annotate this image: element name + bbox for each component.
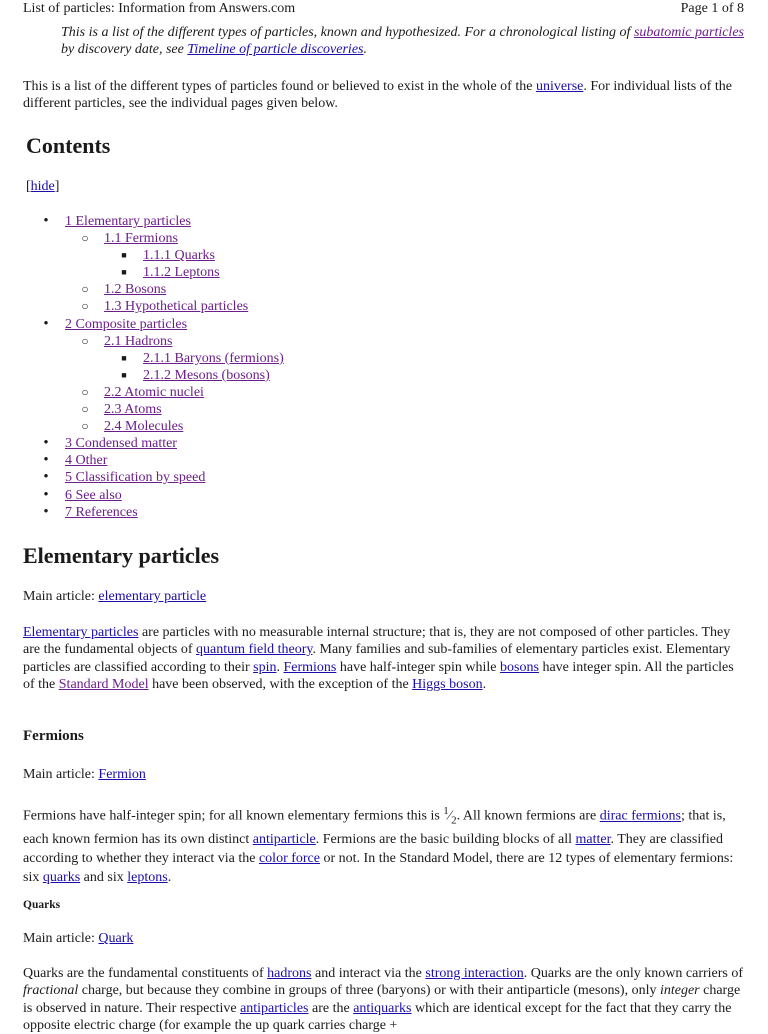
bullet-icon: ○ — [81, 231, 89, 246]
bullet-icon: ○ — [81, 384, 89, 399]
bullet-icon: ■ — [121, 352, 127, 363]
color-force-link[interactable]: color force — [258, 851, 320, 867]
hide-link[interactable]: hide — [30, 179, 55, 194]
toc-link[interactable]: 2.1.1 Baryons (fermions) — [143, 350, 284, 366]
toc-item — [0, 213, 284, 230]
toc-link[interactable]: 1.2 Bosons — [104, 282, 167, 298]
quarks-heading: Quarks — [23, 899, 61, 911]
bullet-icon: ○ — [81, 419, 89, 434]
toc-item — [0, 316, 284, 333]
bullet-icon: • — [43, 435, 49, 452]
toc-item — [0, 401, 284, 418]
toc-link[interactable]: 1.3 Hypothetical particles — [104, 299, 249, 315]
table-of-contents — [0, 213, 284, 521]
toc-link[interactable]: 6 See also — [65, 487, 122, 503]
toc-item — [0, 298, 284, 315]
bullet-icon: • — [43, 469, 49, 486]
toc-item — [0, 367, 284, 384]
fermions-heading: Fermions — [23, 728, 84, 744]
toc-link[interactable]: 5 Classification by speed — [65, 470, 206, 486]
elementary-paragraph: Elementary particles are particles with no measurable internal structure; that is, they are not composed of other particles. They are the fundamental objects of quantum field theory. Many families and sub-families of elementary particles exist. Elementary particles are classified according to their spin. Fermions have half-integer spin while bosons have integer spin. All the particles of the Standard Model have been observed, with the exception of the Higgs boson. — [23, 625, 734, 692]
bullet-icon: ○ — [81, 402, 89, 417]
bullet-icon: • — [43, 503, 49, 520]
toc-link[interactable]: 1 Elementary particles — [65, 214, 191, 229]
quark-link[interactable]: Quark — [98, 931, 134, 946]
bullet-icon: ○ — [81, 333, 89, 348]
toc-item — [0, 469, 284, 486]
elementary-particle-link[interactable]: elementary particle — [98, 589, 207, 604]
bullet-icon: • — [43, 213, 49, 229]
subatomic-particles-link[interactable]: subatomic particles — [633, 25, 744, 40]
intro-note: This is a list of the different types of particles, known and hypothesized. For a chronological listing of subatomic particles by discovery date, see Timeline of particle discoveries. — [61, 25, 744, 57]
toc-link[interactable]: 1.1.1 Quarks — [143, 248, 215, 264]
bullet-icon: ○ — [81, 282, 89, 297]
spin-link[interactable]: spin — [253, 659, 277, 675]
toc-link[interactable]: 2.1 Hadrons — [104, 333, 173, 349]
bullet-icon: • — [43, 452, 49, 469]
matter-link[interactable]: matter — [575, 832, 611, 848]
fermions-link[interactable]: Fermions — [283, 659, 337, 675]
quarks-link[interactable]: quarks — [42, 870, 81, 886]
toc-link[interactable]: 7 References — [65, 504, 138, 520]
quarks-paragraph: Quarks are the fundamental constituents of hadrons and interact via the strong interaction. Quarks are the only known carriers of fractional charge, but because they combine in groups of three (baryons) or with their antiparticle (mesons), only integer charge is observed in nature. Their respective antiparticles are the antiquarks which are identical except for the fact that they carry the opposite electric charge (for example the up quark carries charge + — [23, 966, 744, 1033]
toc-link[interactable]: 1.1 Fermions — [104, 231, 178, 247]
quantum-field-theory-link[interactable]: quantum field theory — [195, 642, 313, 658]
antiquarks-link[interactable]: antiquarks — [353, 1000, 412, 1016]
toc-link[interactable]: 2 Composite particles — [65, 316, 188, 332]
strong-interaction-link[interactable]: strong interaction — [425, 966, 524, 981]
antiparticle-link[interactable]: antiparticle — [252, 832, 316, 848]
toc-hide-toggle: [hide] — [26, 179, 60, 194]
elementary-particles-link[interactable]: Elementary particles — [23, 625, 139, 640]
toc-item — [0, 281, 284, 298]
fermions-paragraph: Fermions have half-integer spin; for all known elementary fermions this is $^1⁄_2$. All known fermions are dirac fermions; that is, each known fermion has its own distinct antiparticle. Fermions are the basic building blocks of all matter. They are classified according to whether they interact via the color force or not. In the Standard Model, there are 12 types of elementary fermions: six quarks and six leptons. — [23, 805, 734, 886]
toc-link[interactable]: 2.1.2 Mesons (bosons) — [143, 367, 270, 383]
toc-item — [0, 418, 284, 435]
page-number: Page 1 of 8 — [680, 1, 744, 16]
fermion-link[interactable]: Fermion — [98, 767, 146, 782]
antiparticles-link[interactable]: antiparticles — [240, 1000, 309, 1016]
toc-link[interactable]: 4 Other — [65, 453, 108, 469]
bullet-icon: • — [43, 486, 49, 503]
toc-link[interactable]: 3 Condensed matter — [65, 436, 177, 452]
universe-link[interactable]: universe — [535, 79, 584, 94]
lead-paragraph: This is a list of the different types of particles found or believed to exist in the whole of the universe. For individual lists of the different particles, see the individual pages given below. — [23, 79, 732, 112]
standard-model-link[interactable]: Standard Model — [58, 676, 149, 692]
hadrons-link[interactable]: hadrons — [267, 966, 312, 981]
toc-link[interactable]: 2.2 Atomic nuclei — [104, 384, 204, 400]
page-header-title: List of particles: Information from Answers.com — [23, 1, 296, 16]
toc-item — [0, 504, 284, 521]
bosons-link[interactable]: bosons — [500, 659, 539, 675]
bullet-icon: ○ — [81, 299, 89, 314]
toc-item — [0, 384, 284, 401]
toc-item — [0, 264, 284, 281]
toc-link[interactable]: 2.4 Molecules — [104, 419, 184, 435]
quarks-main-article: Main article: Quark — [23, 931, 134, 946]
toc-item — [0, 333, 284, 350]
toc-item — [0, 435, 284, 452]
toc-link[interactable]: 2.3 Atoms — [104, 402, 162, 418]
fermions-main-article: Main article: Fermion — [23, 767, 146, 782]
leptons-link[interactable]: leptons — [127, 870, 168, 886]
toc-item — [0, 247, 284, 264]
toc-item — [0, 452, 284, 469]
bullet-icon: • — [43, 315, 49, 332]
higgs-boson-link[interactable]: Higgs boson — [412, 676, 483, 692]
elementary-main-article: Main article: elementary particle — [23, 589, 207, 604]
toc-item — [0, 230, 284, 247]
bullet-icon: ■ — [121, 369, 127, 380]
bullet-icon: ■ — [121, 267, 127, 278]
timeline-link[interactable]: Timeline of particle discoveries — [187, 42, 364, 57]
dirac-fermions-link[interactable]: dirac fermions — [599, 808, 681, 824]
contents-heading: Contents — [26, 133, 111, 158]
bullet-icon: ■ — [121, 250, 127, 261]
toc-item — [0, 350, 284, 367]
elementary-particles-heading: Elementary particles — [23, 543, 220, 568]
toc-link[interactable]: 1.1.2 Leptons — [143, 265, 220, 281]
toc-item — [0, 487, 284, 504]
